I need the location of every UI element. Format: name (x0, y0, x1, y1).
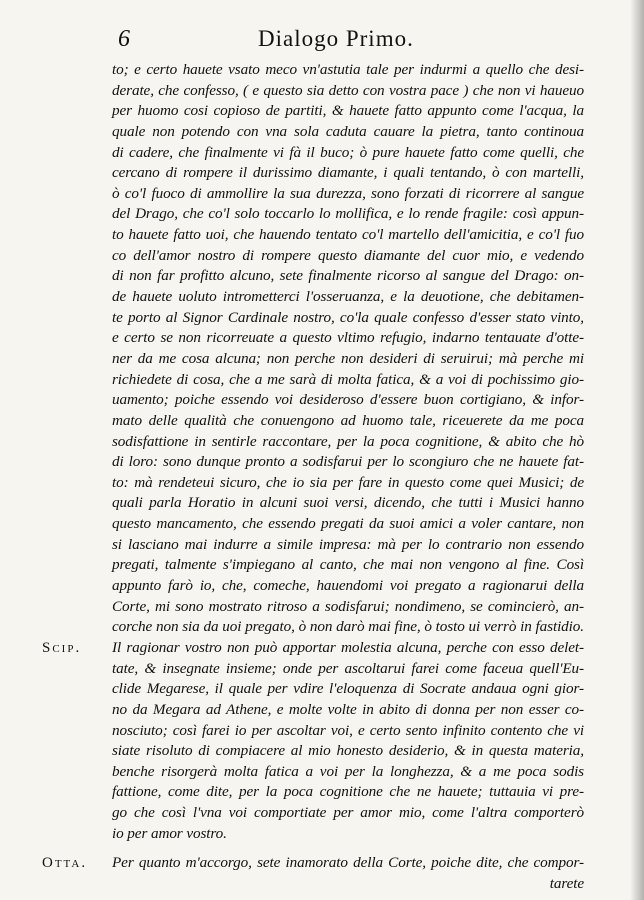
text-line-content: Il ragionar vostro non può apportar molestia alcuna, perche con esso delet- (112, 638, 584, 656)
text-line: derate, che confesso, ( e questo sia detto con vostra pace ) che non vi haueuo (112, 81, 584, 99)
running-title: Dialogo Primo. (258, 26, 414, 51)
text-line (42, 853, 584, 874)
text-line: cercano di rompere il durissimo diamante, i quali tentando, ò con martelli, (112, 164, 584, 182)
text-line: de hauete uoluto intrometterci l'osseruanza, e la deuotione, che debitamen- (112, 288, 584, 306)
text-line: di loro: sono dunque pronto a sodisfarui per lo scongiuro che ne hauete fat- (112, 453, 584, 471)
text-line: sodisfattione in sentirle raccontare, per la poca cognitione, & abito che hò (112, 432, 584, 450)
speaker-label: Scip. (42, 639, 82, 656)
text-line: siate risoluto di compiacere al mio honesto desiderio, & in questa materia, (112, 742, 584, 760)
text-line: quale non potendo con vna sola caduta cauare la pietra, tanto continoua (112, 122, 584, 140)
speaker-label: Otta. (42, 855, 88, 872)
text-line: di non far profitto alcuno, sete finalmente ricorso al sangue del Drago: on- (112, 267, 584, 285)
text-line: nosciuto; così farei io per ascoltar voi, e certo sento infinito contento che vi (112, 721, 584, 739)
text-line: quali parla Horatio in alcuni suoi versi, dicendo, che tutti i Musici hanno (112, 494, 584, 512)
text-line: per huomo cosi copioso de partiti, & hauete fatto appunto come l'acqua, la (112, 102, 584, 120)
passage-1 (112, 60, 584, 638)
text-line: e certo se non ricorreuate a questo vltimo refugio, indarno tentauate d'otte- (112, 329, 584, 347)
text-line: fattione, come dite, per la poca cognitione che ne hauete; tuttauia vi pre- (112, 783, 584, 801)
page-edge-shadow (630, 0, 644, 900)
text-line: Corte, mi sono mostrato ritroso a sodisfarui; nondimeno, se comincierò, an- (112, 597, 584, 615)
passage-3 (42, 853, 584, 894)
text-line: di cadere, che finalmente vi fà il buco; ò pure hauete fatto come quelli, che (112, 143, 584, 161)
text-line: te porto al Signor Cardinale nostro, co'la quale confesso d'esser stato vinto, (112, 308, 584, 326)
text-line: si lasciano mai indurre a simile impresa: mà per lo contrario non essendo (112, 535, 584, 553)
passage-2 (42, 638, 584, 844)
text-line-content: Per quanto m'accorgo, sete inamorato della Corte, poiche dite, che compor- (112, 854, 584, 872)
text-line: go che così l'vna voi comportiate per amor mio, come l'altra comporterò (112, 804, 584, 822)
text-block (42, 60, 584, 895)
text-line: no da Megara ad Athene, e molte volte in abito di donna per non esser co- (112, 700, 584, 718)
text-line: to; e certo hauete vsato meco vn'astutia tale per indurmi a quello che desi- (112, 61, 584, 78)
text-line: mato delle qualità che conuengono ad huomo tale, riceuerete da me poca (112, 411, 584, 429)
text-line: pregati, talmente s'impiegano al canto, che mai non vengono al fine. Così (112, 556, 584, 574)
paragraph-gap (112, 844, 584, 853)
text-line: ò co'l fuoco di ammollire la sua durezza, sono forzati di ricorrere al sangue (112, 184, 584, 202)
page-number: 6 (118, 26, 130, 52)
text-line: corche non sia da uoi pregato, ò non darò mai fine, ò tosto ui verrò in fastidio. (112, 618, 584, 636)
text-line: clide Megarese, il quale per vdire l'eloquenza di Socrate andaua ogni gior- (112, 680, 584, 698)
text-line: appunto farò io, che, comeche, hauendomi voi pregato a ragionarui della (112, 577, 584, 595)
text-line: ner da me cosa alcuna; non perche non desideri di seruirui; mà perche mi (112, 349, 584, 367)
text-line: to: mà rendeteui sicuro, che io sia per fare in questo come quei Musici; de (112, 473, 584, 491)
text-line: del Drago, che co'l solo toccarlo lo mollifica, e lo rende fragile: così appun- (112, 205, 584, 223)
text-line: to hauete fatto uoi, che hauendo tentato co'l martello dell'amicitia, e co'l fuo (112, 226, 584, 244)
text-line: tate, & insegnate insieme; onde per ascoltarui farei come faceua quell'Eu- (112, 659, 584, 677)
catchword: tarete (549, 874, 584, 892)
text-line (42, 638, 584, 659)
text-line: benche risorgerà molta fatica a voi per la longhezza, & a me poca sodis (112, 762, 584, 780)
text-line: richiedete di cosa, che a me sarà di molta fatica, & a voi di pochissimo gio- (112, 370, 584, 388)
text-line: co dell'amor nostro di rompere questo diamante del cuor mio, e vedendo (112, 246, 584, 264)
text-line: io per amor vostro. (112, 824, 227, 842)
text-line: uamento; poiche essendo voi desideroso d'essere buon cortigiano, & infor- (112, 391, 584, 409)
text-line: questo mancamento, che essendo pregati da suoi amici a voler cantare, non (112, 515, 584, 533)
running-head (0, 22, 644, 52)
